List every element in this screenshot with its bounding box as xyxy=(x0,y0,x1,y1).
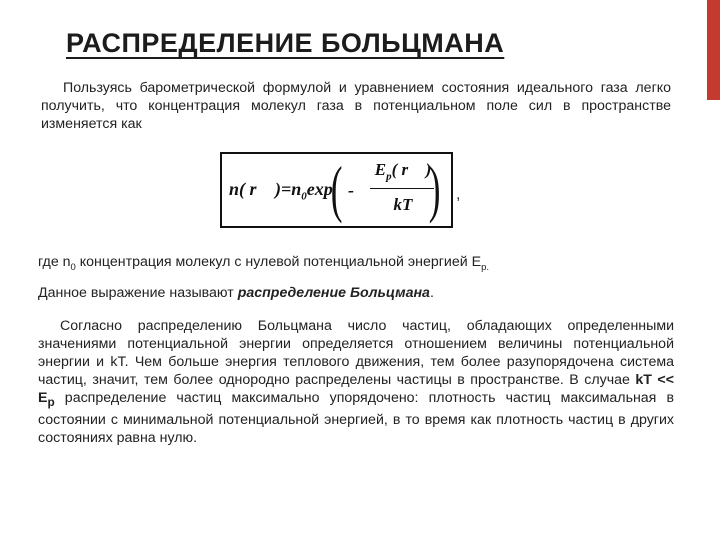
formula-close-paren: ) xyxy=(428,153,441,224)
boltzmann-formula xyxy=(220,152,453,228)
formula-comma: , xyxy=(456,186,461,203)
accent-bar xyxy=(707,0,720,100)
definition-paragraph: где $n_0$ концентрация молекул с нулевой потенциальной энергией $E_{p.}$ xyxy=(38,254,489,273)
slide-title: РАСПРЕДЕЛЕНИЕ БОЛЬЦМАНА xyxy=(66,28,505,58)
formula-numerator: $E_p$( r⃗ ) xyxy=(374,160,432,183)
formula-minus: - xyxy=(348,180,354,200)
formula-open-paren: ( xyxy=(330,153,343,224)
formula-fraction-line xyxy=(370,188,434,189)
boltzmann-term: распределение Больцмана xyxy=(237,285,430,301)
formula-lhs: n( r⃗ )$=n_0\exp$ xyxy=(229,179,333,203)
intro-paragraph: Пользуясь барометрической формулой и уравнением состояния идеального газа легко получить, что концентрация молекул газа в потенциальном поле сил в пространстве изменяется как xyxy=(41,80,671,132)
explanation-paragraph: Согласно распределению Больцмана число частиц, обладающих определенными значениями потенциальной энергии определяется отношением величины потенциальной энергии и kT. Чем больше энергия теплового движения, тем более разупорядочена система частиц, значит, тем более однородно распределены частицы в пространстве. В случае kT << $E_p$ распределение частиц максимально упорядочено: плотность частиц максимальная в состоянии с минимальной потенциальной энергией, в то время как плотность частиц в других состояниях равна нулю. xyxy=(38,318,674,446)
formula-denominator: kT xyxy=(393,195,413,214)
naming-paragraph: Данное выражение называют распределение Больцмана. xyxy=(38,285,434,301)
kt-condition: kT << $E_p$ xyxy=(38,372,674,409)
